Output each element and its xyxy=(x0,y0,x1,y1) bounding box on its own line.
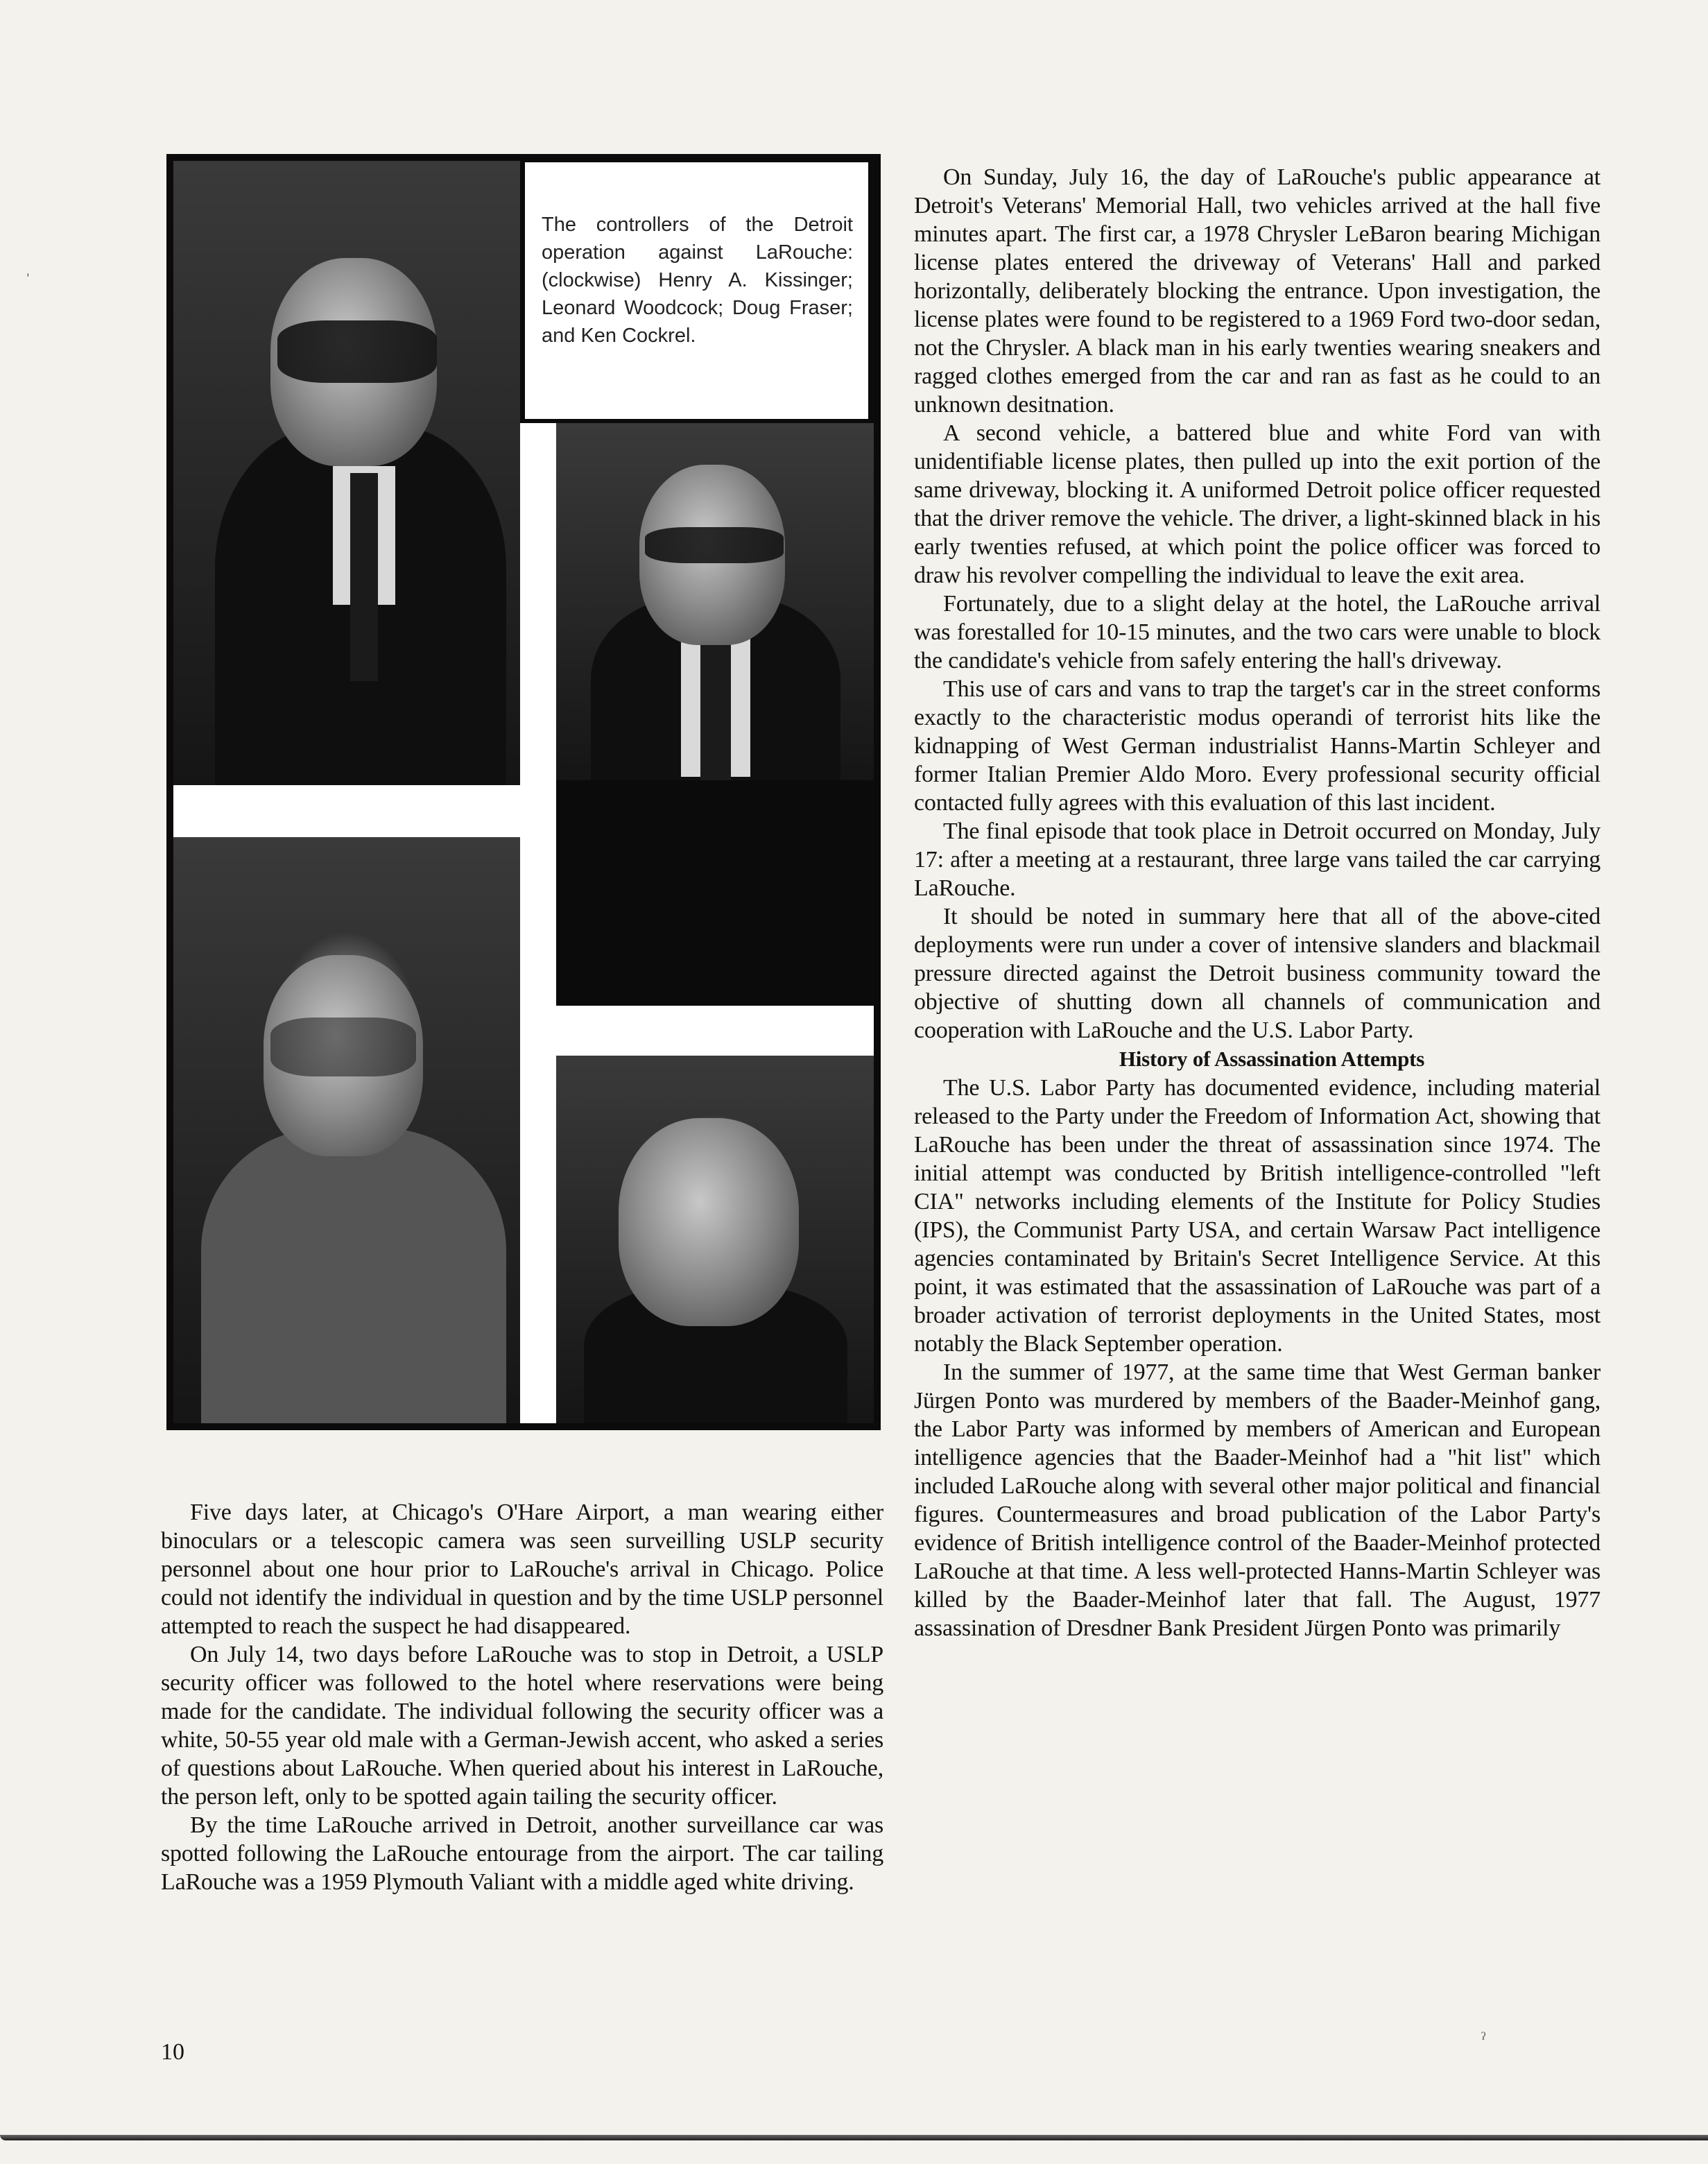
body-paragraph: Fortunately, due to a slight delay at the hotel, the LaRouche arrival was forestalled for 10-15 minutes, and the two cars were unable to block the candidate's vehicle from safely entering the hall's driveway. xyxy=(914,591,1601,673)
photo-fraser xyxy=(173,837,520,1423)
photo-divider-left xyxy=(173,785,520,837)
photo-caption-text: The controllers of the Detroit operation against LaRouche: (clockwise) Henry A. Kissinger; Leonard Woodcock; Doug Fraser; and Ken Cockrel. xyxy=(542,214,853,347)
scan-mark: ˀ xyxy=(1481,2029,1486,2049)
body-paragraph: This use of cars and vans to trap the target's car in the street conforms exactly to the characteristic modus operandi of terrorist hits like the kidnapping of West German industrialist Hanns-Martin Schleyer and former Italian Premier Aldo Moro. Every professional security official contacted fully agrees with this evaluation of this last incident. xyxy=(914,676,1601,816)
section-heading: History of Assassination Attempts xyxy=(1119,1047,1425,1071)
photo-caption xyxy=(525,162,868,419)
body-paragraph: On July 14, two days before LaRouche was to stop in Detroit, a USLP security officer was followed to the hotel where reservations were being made for the candidate. The individual following the security officer was a white, 50-55 year old male with a German-Jewish accent, who asked a series of questions about LaRouche. When queried about his interest in LaRouche, the person left, only to be spotted again tailing the security officer. xyxy=(161,1642,883,1810)
body-paragraph: Five days later, at Chicago's O'Hare Airport, a man wearing either binoculars or a telescopic camera was seen surveilling USLP security personnel about one hour prior to LaRouche's arrival in Chicago. Police could not identify the individual in question and by the time USLP personnel attempted to reach the suspect he had disappeared. xyxy=(161,1500,883,1639)
body-paragraph: On Sunday, July 16, the day of LaRouche's public appearance at Detroit's Veterans' Memorial Hall, two vehicles arrived at the hall five minutes apart. The first car, a 1978 Chrysler LeBaron bearing Michigan license plates entered the driveway of Veterans' Hall and parked horizontally, deliberately blocking the entrance. Upon investigation, the license plates were found to be registered to a 1969 Ford two-door sedan, not the Chrysler. A black man in his early twenties wearing sneakers and ragged clothes emerged from the car and ran as fast as he could to an unknown desitnation. xyxy=(914,164,1601,418)
photo-divider-right xyxy=(556,1006,874,1056)
photo-kissinger xyxy=(173,161,520,785)
photo-woodcock xyxy=(556,423,874,780)
scan-mark: ˈ xyxy=(25,270,31,291)
right-text-column xyxy=(914,163,1601,1642)
body-paragraph: The U.S. Labor Party has documented evidence, including material released to the Party under the Freedom of Information Act, showing that LaRouche has been under the threat of assassination since 1974. The initial attempt was conducted by British intelligence-controlled "left CIA" networks including elements of the Institute for Policy Studies (IPS), the Communist Party USA, and certain Warsaw Pact intelligence agencies contaminated by Britain's Secret Intelligence Service. At this point, it was estimated that the assassination of LaRouche was part of a broader activation of terrorist deployments in the United States, most notably the Black September operation. xyxy=(914,1075,1601,1357)
left-text-column xyxy=(161,1498,883,1896)
body-paragraph: By the time LaRouche arrived in Detroit, another surveillance car was spotted following the LaRouche entourage from the airport. The car tailing LaRouche was a 1959 Plymouth Valiant with a middle aged white driving. xyxy=(161,1812,883,1895)
photo-cockrel xyxy=(556,1056,874,1423)
page-number: 10 xyxy=(161,2039,184,2065)
body-paragraph: The final episode that took place in Detroit occurred on Monday, July 17: after a meeting at a restaurant, three large vans tailed the car carrying LaRouche. xyxy=(914,818,1601,901)
body-paragraph: In the summer of 1977, at the same time that West German banker Jürgen Ponto was murdered by members of the Baader-Meinhof gang, the Labor Party was informed by members of American and European intelligence agencies that the Baader-Meinhof had a "hit list" which included LaRouche along with several other major political and financial figures. Countermeasures and broad publication of the Labor Party's evidence of British intelligence control of the Baader-Meinhof protected LaRouche at that time. A less well-protected Hanns-Martin Schleyer was killed by the Baader-Meinhof later that fall. The August, 1977 assassination of Dresdner Bank President Jürgen Ponto was primarily xyxy=(914,1359,1601,1641)
body-paragraph: It should be noted in summary here that all of the above-cited deployments were run under a cover of intensive slanders and blackmail pressure directed against the Detroit business community toward the objective of shutting down all channels of communication and cooperation with LaRouche and the U.S. Labor Party. xyxy=(914,904,1601,1043)
page-edge-rule xyxy=(0,2135,1708,2140)
body-paragraph: A second vehicle, a battered blue and white Ford van with unidentifiable license plates, then pulled up into the exit portion of the same driveway, blocking it. A uniformed Detroit police officer requested that the driver remove the vehicle. The driver, a light-skinned black in his early twenties refused, at which point the police officer was forced to draw his revolver compelling the individual to leave the exit area. xyxy=(914,420,1601,588)
photo-divider-vertical xyxy=(520,423,556,1423)
